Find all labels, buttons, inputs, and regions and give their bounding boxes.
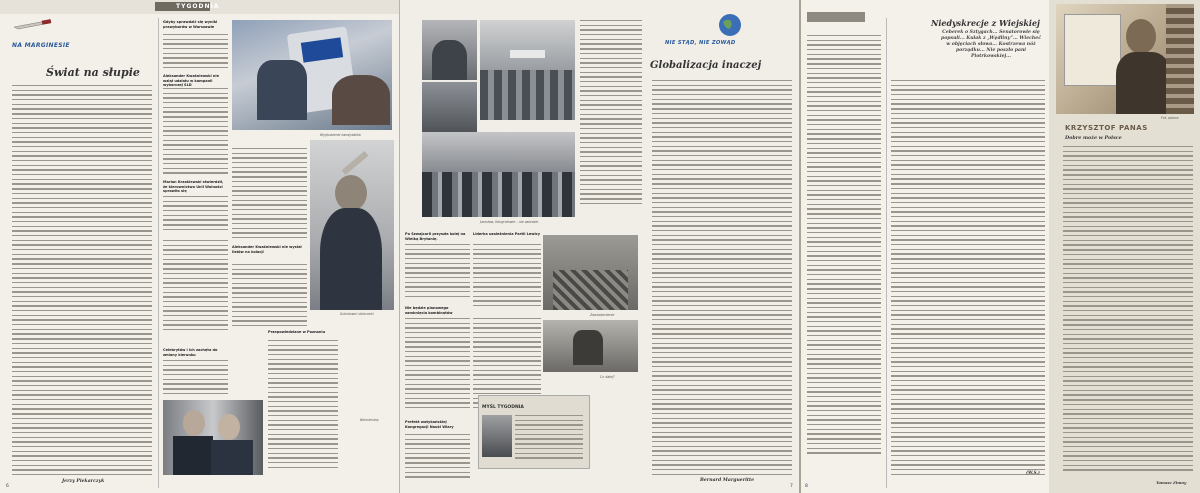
snippet-1: Gdyby sprawdzić się wyniki prawyborów w Warszawie [163,20,218,29]
quote-label: MYŚL TYGODNIA [482,405,524,410]
page-number: 8 [805,484,808,489]
middle-caption-2: Zawiadomienie [590,313,615,317]
columnist-body [1063,146,1193,478]
middle-bullet-3: Liderka uzależnienia Partii Lewicy [473,232,541,236]
crowd-photo [422,132,575,217]
masthead: TYGODNIA [176,3,220,10]
middle-bullet-1: Po Szwajcarii przyszła kolej na Wielką Brytanię. [405,232,466,241]
middle-bullet-4-body [405,434,470,479]
snippet-8-body [268,340,338,475]
article-title: Niedyskrecje z Wiejskiej [931,18,1040,28]
page-number: 7 [790,484,793,489]
snippet-9: Przepowiedziane w Poznaniu [268,330,326,334]
snippet-3: Marian Krzaklewski stwierdził, że kierownictwo Unii Wolności sprawiło się [163,180,224,194]
protest-photo-b [480,20,575,120]
body-column-1 [12,85,152,475]
right-header-block [807,12,865,22]
middle-bullet-1-body [405,244,470,304]
mourners-photo [543,320,638,372]
article-author: Bernard Margueritte [700,478,755,483]
quote-portrait [482,415,512,457]
right-page [801,0,1200,493]
photo-caption-a: Wygłodzenie kandydatów [320,133,361,137]
columnist-name: KRZYSZTOF PANAS [1065,124,1148,132]
snippet-1-body [163,34,228,72]
middle-caption-3: Co dalej? [600,375,615,379]
middle-caption-1: Jarosław, fotografowie – nie zabrakło [480,220,539,224]
middle-page [400,0,799,493]
snippet-6-body [232,148,307,243]
photo-caption-b: Gołosłowni obiecanki [340,312,374,316]
columnist-photo-caption: Fot. autora [1161,116,1179,120]
column-rule [886,18,887,488]
middle-side-column [580,20,642,220]
right-name-list [807,35,881,480]
left-page [0,0,400,493]
article-author-initials: (W.S.) [1026,470,1040,475]
snippet-7: Aleksander Kwaśniewski nie wysłał listów na kolacji [232,245,302,254]
article-title: Globalizacja inaczej [650,60,762,71]
section-label: NIE STĄD, NIE ZOWĄD [665,40,736,46]
dignitary-photo [310,140,394,310]
protest-photo-a [422,20,477,80]
politicians-photo [163,400,263,475]
page-number: 6 [6,484,9,489]
snippet-2: Aleksander Kwaśniewski nie wziął udziału w kampanii wyborczej SLD [163,74,219,88]
snippet-5: Celebrytów i ich zachęta do zmiany kierunku [163,348,218,357]
right-main-column [891,80,1045,475]
columnist-photo [1056,4,1194,114]
section-label: NA MARGINESIE [12,42,70,49]
snippet-2-body [163,88,228,178]
knife-logo-icon [12,17,54,31]
protest-photo-c [422,82,477,132]
middle-main-column [652,80,792,475]
quote-text [515,415,583,460]
article-author: Jerzy Piekarczyk [62,479,105,484]
snippet-3-body [163,196,228,236]
middle-bullet-2-body [405,318,470,413]
article-lead: Ceberek o Sztygach... Senatorowie się popsuli... Kulak z „Wędliny”... Wiecheć w objęciach słowa... Kostrzewa nóż porządku... Nie poszło pani Piotrkowskiej... [941,30,1041,59]
snippet-5-body [163,360,228,400]
photo-caption-c: Nieostrożny [360,418,379,422]
column-rule [158,18,159,488]
middle-bullet-4: Prefekt watykańskiej Kongregacji Nauki Wiary [405,420,454,429]
middle-bullet-2: Nie będzie planowego zamknięcia kombinatów [405,306,453,315]
columnist-tagline: Dobre może w Polsce [1065,135,1122,141]
globe-icon [717,12,743,38]
middle-bullet-3-body [473,244,541,314]
scrap-photo [543,235,638,310]
election-poster-photo [232,20,392,130]
article-title: Świat na słupie [46,66,140,79]
snippet-7-body [232,264,307,334]
snippet-4-body [163,240,228,340]
columnist-signature: Tomasz Zimny [1156,480,1187,485]
